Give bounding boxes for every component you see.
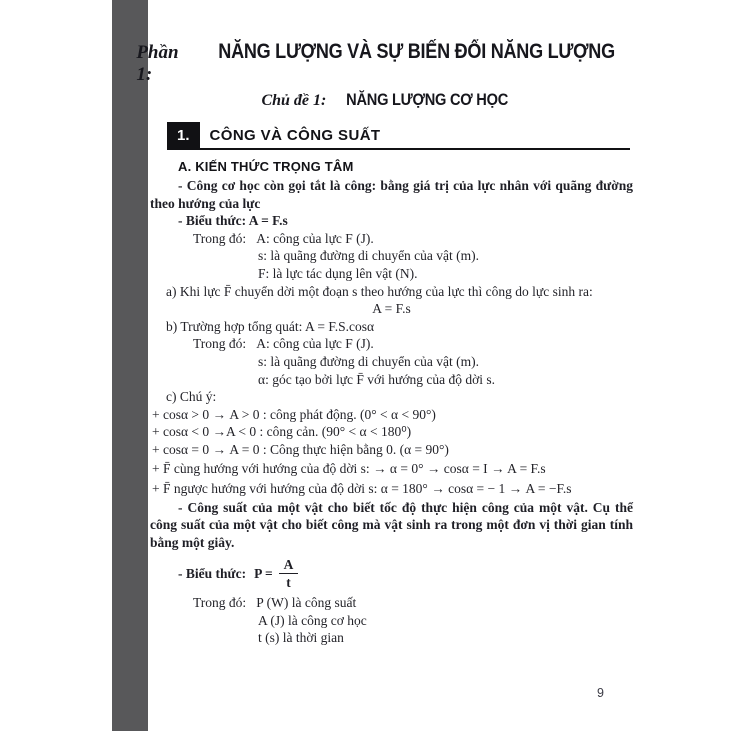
part-title-row [136, 40, 633, 86]
formula-power-lhs: P = [254, 565, 273, 581]
fraction [279, 557, 299, 590]
trong-do-1-row: F: là lực tác dụng lên vật (N). [258, 265, 418, 281]
trong-do-1-row: Trong đó: A: công của lực F (J). [193, 230, 374, 246]
formula-a-label: - Biểu thức: A = F.s [178, 213, 288, 229]
paragraph-cong: - Công cơ học còn gọi tắt là công: bằng giá trị của lực nhân với quãng đường theo hướng của lực [150, 178, 633, 211]
fraction-numerator: A [279, 557, 299, 574]
formula-power-label: - Biểu thức: [178, 565, 247, 581]
trong-do-2-row: Trong đó: A: công của lực F (J). [193, 336, 374, 352]
book-binding-bar [112, 0, 148, 731]
part-script-label: Phần 1: [136, 42, 179, 85]
section-number-badge: 1. [167, 122, 200, 148]
trong-do-3-row: t (s) là thời gian [258, 630, 344, 646]
paragraph-cong-suat: - Công suất của một vật cho biết tốc độ thực hiện công của một vật. Cụ thể công suất của một vật cho biết công mà vật sinh ra trong một đơn vị thời gian tính bằng một giây. [150, 499, 633, 550]
topic-title-row [150, 90, 633, 110]
page-content [136, 40, 633, 647]
case-b-line: b) Trường hợp tổng quát: A = F.S.cosα [166, 318, 375, 334]
trong-do-2-row: s: là quãng đường di chuyển của vật (m). [258, 353, 480, 369]
topic-title: NĂNG LƯỢNG CƠ HỌC [346, 90, 509, 109]
section-title: CÔNG VÀ CÔNG SUẤT [209, 126, 381, 144]
trong-do-3-row: A (J) là công cơ học [258, 612, 367, 628]
trong-do-1-row: s: là quãng đường di chuyển của vật (m). [258, 248, 480, 264]
note-line: + cosα < 0 →A < 0 : công cản. (90° < α < 180⁰) [152, 424, 412, 440]
part-title: NĂNG LƯỢNG VÀ SỰ BIẾN ĐỔI NĂNG LƯỢNG [217, 40, 615, 63]
formula-power [150, 557, 633, 590]
page-number: 9 [597, 686, 604, 700]
knowledge-heading: A. KIẾN THỨC TRỌNG TÂM [178, 159, 354, 174]
case-a-line: a) Khi lực F̄ chuyển dời một đoạn s theo hướng của lực thì công do lực sinh ra: [166, 283, 593, 299]
centered-formula: A = F.s [372, 301, 411, 317]
topic-script-label: Chủ đề 1: [261, 92, 327, 109]
fraction-denominator: t [286, 575, 291, 591]
trong-do-3-row: Trong đó: P (W) là công suất [193, 595, 357, 611]
section-header [167, 122, 630, 150]
note-line: + F̄ cùng hướng với hướng của độ dời s: → α = 0° → cosα = I → A = F.s [152, 460, 546, 476]
note-line: + cosα > 0 → A > 0 : công phát động. (0° < α < 90°) [152, 406, 436, 422]
trong-do-2-row: α: góc tạo bởi lực F̄ với hướng của độ dời s. [258, 371, 495, 387]
note-line: + cosα = 0 → A = 0 : Công thực hiện bằng 0. (α = 90°) [152, 441, 449, 457]
case-c-line: c) Chú ý: [166, 389, 217, 405]
note-line: + F̄ ngược hướng với hướng của độ dời s: α = 180° → cosα = − 1 → A = −F.s [152, 480, 572, 496]
